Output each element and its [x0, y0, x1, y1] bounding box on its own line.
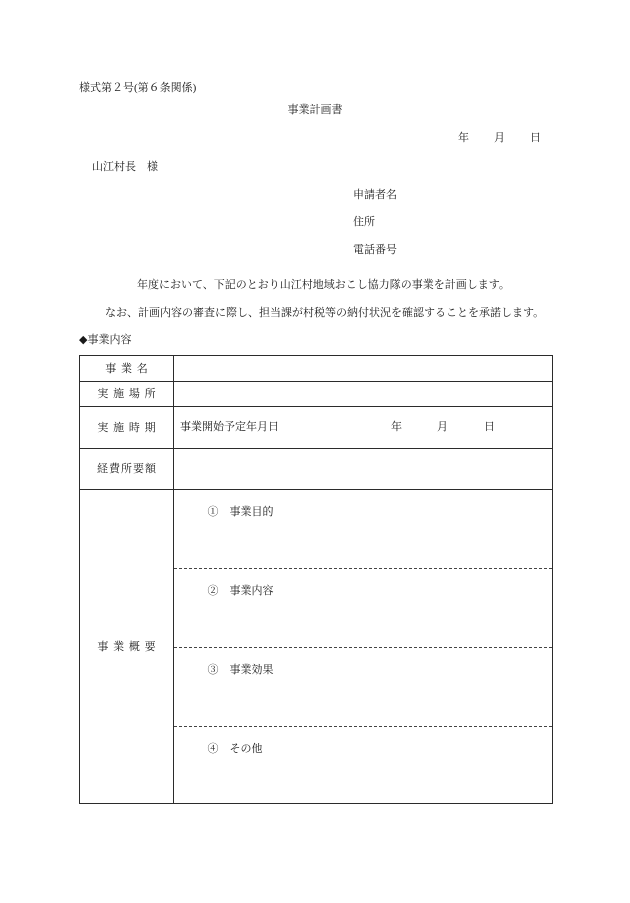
overview-item-other-label: ④ その他: [207, 743, 263, 755]
row-overview: [80, 489, 552, 803]
overview-label: 事 業 概 要: [80, 490, 174, 803]
row-period: [80, 406, 552, 448]
date-year-label: 年: [458, 132, 469, 144]
project-details-table: [79, 355, 553, 804]
row-project-name: [80, 356, 552, 381]
date-month-label: 月: [494, 132, 505, 144]
date-day-label: 日: [530, 132, 541, 144]
overview-item-purpose-label: ① 事業目的: [207, 506, 274, 518]
period-day-label: 日: [484, 421, 495, 433]
overview-field: [174, 490, 552, 803]
overview-item-content-label: ② 事業内容: [207, 585, 274, 597]
applicant-name-label: 申請者名: [353, 189, 397, 201]
addressee: 山江村長 様: [92, 161, 158, 173]
location-label: 実 施 場 所: [80, 382, 174, 406]
period-label: 実 施 時 期: [80, 407, 174, 448]
document-title: 事業計画書: [287, 104, 343, 116]
budget-label: 経費所要額: [80, 449, 174, 489]
statement-line-1: 年度において、下記のとおり山江村地域おこし協力隊の事業を計画します。: [137, 279, 510, 291]
section-heading: ◆事業内容: [79, 334, 132, 346]
project-name-label: 事 業 名: [80, 356, 174, 381]
start-date-label: 事業開始予定年月日: [180, 421, 279, 433]
form-number: 様式第２号(第６条関係): [79, 82, 197, 94]
overview-item-effect: [174, 647, 552, 726]
overview-item-content: [174, 568, 552, 647]
applicant-phone-label: 電話番号: [353, 244, 397, 256]
applicant-address-label: 住所: [353, 216, 375, 228]
overview-item-effect-label: ③ 事業効果: [207, 664, 274, 676]
overview-item-other: [174, 726, 552, 803]
location-field: [174, 382, 552, 406]
row-location: [80, 381, 552, 406]
period-year-label: 年: [391, 421, 402, 433]
statement-line-2: なお、計画内容の審査に際し、担当課が村税等の納付状況を確認することを承諾します。: [105, 307, 545, 319]
budget-field: [174, 449, 552, 489]
overview-item-purpose: [174, 490, 552, 568]
period-month-label: 月: [437, 421, 448, 433]
period-field: [174, 407, 552, 448]
project-name-field: [174, 356, 552, 381]
row-budget: [80, 448, 552, 489]
